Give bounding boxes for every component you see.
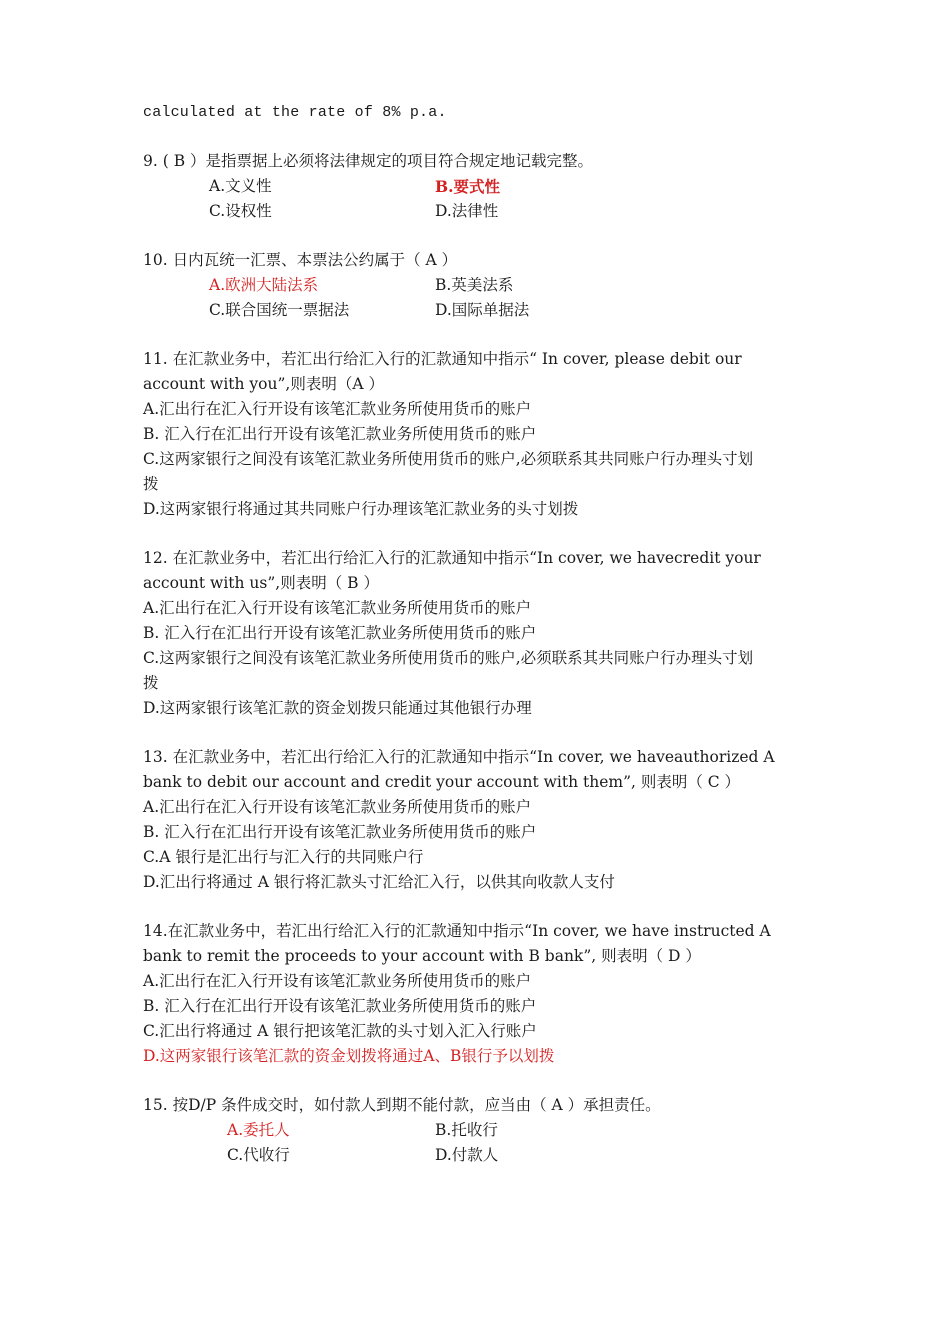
q13-option-a: A.汇出行在汇入行开设有该笔汇款业务所使用货币的账户 [143,798,532,816]
document-page [143,100,823,1168]
q15-option-d: D.付款人 [435,1146,499,1164]
q15-options-row2 [143,1143,823,1168]
q12-option-b: B. 汇入行在汇出行开设有该笔汇款业务所使用货币的账户 [143,624,537,642]
q9-options-row2 [143,199,823,224]
q14-option-d-answer: D.这两家银行该笔汇款的资金划拨将通过A、B银行予以划拨 [143,1047,555,1065]
q11-option-c-line1: C.这两家银行之间没有该笔汇款业务所使用货币的账户,必须联系其共同账户行办理头寸划 [143,450,754,468]
q14-option-a: A.汇出行在汇入行开设有该笔汇款业务所使用货币的账户 [143,972,532,990]
q13-option-d: D.汇出行将通过 A 银行将汇款头寸汇给汇入行，以供其向收款人支付 [143,873,615,891]
q12-stem-line1: 12. 在汇款业务中，若汇出行给汇入行的汇款通知中指示“In cover, we havecredit your [143,549,761,567]
q10-options-row1 [143,273,823,298]
q9-option-a: A.文义性 [209,177,272,195]
q15-stem: 15. 按D/P 条件成交时，如付款人到期不能付款，应当由（ A ）承担责任。 [143,1096,661,1114]
q10-option-a-answer: A.欧洲大陆法系 [209,276,319,294]
q10-option-b: B.英美法系 [435,276,514,294]
q13-option-b: B. 汇入行在汇出行开设有该笔汇款业务所使用货币的账户 [143,823,537,841]
q15-option-a-answer: A.委托人 [227,1121,290,1139]
q12-option-c-line2: 拨 [143,674,159,692]
q11-option-a: A.汇出行在汇入行开设有该笔汇款业务所使用货币的账户 [143,400,532,418]
q10-options-row2 [143,298,823,323]
q11-stem-line2: account with you”,则表明（A ） [143,375,384,393]
q14-option-c: C.汇出行将通过 A 银行把该笔汇款的头寸划入汇入行账户 [143,1022,537,1040]
q10-option-d: D.国际单据法 [435,301,530,319]
q11-stem-line1: 11. 在汇款业务中，若汇出行给汇入行的汇款通知中指示“ In cover, please debit our [143,350,742,368]
q12-stem-line2: account with us”,则表明（ B ） [143,574,379,592]
q15-option-b: B.托收行 [435,1121,498,1139]
q12-option-a: A.汇出行在汇入行开设有该笔汇款业务所使用货币的账户 [143,599,532,617]
q14-stem-line2: bank to remit the proceeds to your account with B bank”, 则表明（ D ） [143,947,701,965]
q14-option-b: B. 汇入行在汇出行开设有该笔汇款业务所使用货币的账户 [143,997,537,1015]
q13-option-c: C.A 银行是汇出行与汇入行的共同账户行 [143,848,424,866]
intro-line: calculated at the rate of 8% p.a. [143,104,447,121]
q9-option-b-answer: B.要式性 [435,177,500,196]
q15-option-c: C.代收行 [227,1146,290,1164]
q9-stem: 9. ( B ）是指票据上必须将法律规定的项目符合规定地记载完整。 [143,152,594,170]
q9-option-d: D.法律性 [435,202,499,220]
q11-option-c-line2: 拨 [143,475,159,493]
q13-stem-line1: 13. 在汇款业务中，若汇出行给汇入行的汇款通知中指示“In cover, we haveauthorized A [143,748,775,766]
q10-option-c: C.联合国统一票据法 [209,301,350,319]
q13-stem-line2: bank to debit our account and credit your account with them”, 则表明（ C ） [143,773,741,791]
q9-option-c: C.设权性 [209,202,272,220]
q12-option-c-line1: C.这两家银行之间没有该笔汇款业务所使用货币的账户,必须联系其共同账户行办理头寸划 [143,649,754,667]
q10-stem: 10. 日内瓦统一汇票、本票法公约属于（ A ） [143,251,458,269]
q11-option-d: D.这两家银行将通过其共同账户行办理该笔汇款业务的头寸划拨 [143,500,579,518]
q15-options-row1 [143,1118,823,1143]
q9-options-row1 [143,174,823,199]
q11-option-b: B. 汇入行在汇出行开设有该笔汇款业务所使用货币的账户 [143,425,537,443]
q12-option-d: D.这两家银行该笔汇款的资金划拨只能通过其他银行办理 [143,699,532,717]
q14-stem-line1: 14.在汇款业务中，若汇出行给汇入行的汇款通知中指示“In cover, we have instructed A [143,922,771,940]
